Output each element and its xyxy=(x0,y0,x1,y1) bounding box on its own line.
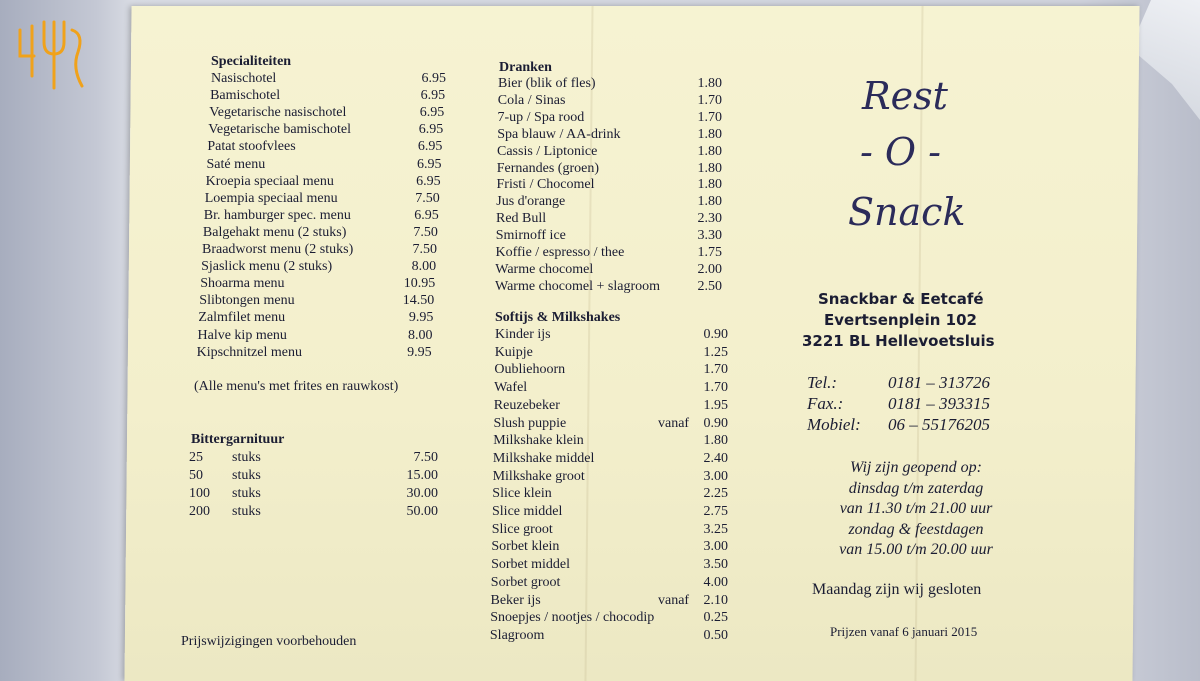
menu-item-price: 8.00 xyxy=(408,327,433,343)
address-line-1: Snackbar & Eetcafé xyxy=(818,290,984,308)
menu-item-name: Kipschnitzel menu xyxy=(196,344,302,360)
menu-item-name: Warme chocomel xyxy=(495,261,594,277)
fold-line xyxy=(584,6,593,681)
menu-item-name: Kinder ijs xyxy=(495,327,551,342)
bitter-qty: 100 xyxy=(189,486,210,501)
menu-item-name: Reuzebeker xyxy=(493,397,560,413)
menu-item-name: Slice middel xyxy=(492,504,563,519)
menu-item-price: 2.00 xyxy=(697,261,722,277)
opening-hours-line: Wij zijn geopend op: xyxy=(850,459,982,476)
contact-label: Fax.: xyxy=(807,394,844,413)
menu-item-name: Spa blauw / AA-drink xyxy=(497,126,621,142)
menu-item-name: Sorbet middel xyxy=(491,557,571,573)
contact-label: Mobiel: xyxy=(807,415,861,434)
menu-item-price: 4.00 xyxy=(703,574,728,590)
menu-item-name: Loempia speciaal menu xyxy=(204,190,338,206)
brand-line-3: Snack xyxy=(848,190,966,234)
menu-item-price: 2.10 xyxy=(703,592,728,608)
menu-item-name: Cassis / Liptonice xyxy=(497,143,598,159)
menu-item-price: 1.70 xyxy=(697,92,722,108)
menu-item-name: Vegetarische nasischotel xyxy=(209,105,347,121)
footer-note: Prijswijzigingen voorbehouden xyxy=(181,634,357,649)
menu-item-name: Zalmfilet menu xyxy=(198,310,286,326)
menu-item-name: Nasischotel xyxy=(211,71,277,86)
menu-item-price: 1.80 xyxy=(697,194,722,210)
menu-item-price: 7.50 xyxy=(413,224,438,240)
menu-item-price: 6.95 xyxy=(418,122,444,138)
menu-item-price: 3.00 xyxy=(703,468,728,484)
menu-item-price: 1.80 xyxy=(703,433,728,449)
menu-item-name: Koffie / espresso / thee xyxy=(495,245,625,260)
fork-logo-icon xyxy=(14,12,90,92)
menu-item-name: Kroepia speciaal menu xyxy=(205,173,334,189)
menu-item-price: 2.50 xyxy=(697,278,722,294)
menu-item-name: Patat stoofvlees xyxy=(207,139,296,155)
menu-item-name: Red Bull xyxy=(496,211,547,227)
menu-item-name: Sorbet groot xyxy=(490,574,561,590)
bitter-unit: stuks xyxy=(232,504,261,519)
price-prefix: vanaf xyxy=(658,592,690,608)
menu-item-name: Kuipje xyxy=(494,344,533,360)
menu-item-price: 6.95 xyxy=(419,105,445,121)
address-line-3: 3221 BL Hellevoetsluis xyxy=(802,332,995,350)
menu-item-name: Slush puppie xyxy=(493,415,567,431)
closed-note: Maandag zijn wij gesloten xyxy=(812,581,982,598)
menu-item-price: 1.80 xyxy=(697,76,722,91)
menu-item-name: 7-up / Spa rood xyxy=(497,109,585,125)
menu-item-name: Fristi / Chocomel xyxy=(496,177,595,193)
menu-item-name: Sjaslick menu (2 stuks) xyxy=(201,259,333,275)
menu-item-price: 0.90 xyxy=(703,327,728,342)
menu-item-name: Sorbet klein xyxy=(491,539,560,555)
menu-item-price: 2.75 xyxy=(703,504,728,519)
menu-item-price: 1.70 xyxy=(703,362,728,378)
section-title-dranken: Dranken xyxy=(499,60,552,75)
menu-item-price: 6.95 xyxy=(421,71,446,86)
opening-hours-line: dinsdag t/m zaterdag xyxy=(848,479,984,497)
menu-item-price: 1.70 xyxy=(697,109,722,125)
bitter-price: 30.00 xyxy=(406,486,438,501)
menu-item-name: Slice klein xyxy=(492,486,552,502)
menu-item-price: 0.90 xyxy=(703,415,728,431)
menu-item-name: Slibtongen menu xyxy=(199,293,295,309)
menu-item-name: Bier (blik of fles) xyxy=(498,76,596,91)
section-title-bittergarnituur: Bittergarnituur xyxy=(191,432,285,447)
bitter-qty: 25 xyxy=(189,450,203,465)
opening-hours-line: van 15.00 t/m 20.00 uur xyxy=(839,541,993,558)
menu-item-price: 1.70 xyxy=(703,380,728,396)
menu-item-price: 6.95 xyxy=(417,139,443,155)
menu-item-price: 3.25 xyxy=(703,521,728,537)
menu-item-price: 7.50 xyxy=(412,242,437,257)
menu-item-price: 8.00 xyxy=(411,259,437,275)
bitter-price: 50.00 xyxy=(406,504,438,519)
menu-item-price: 3.50 xyxy=(703,557,728,573)
contact-value: 06 – 55176205 xyxy=(888,415,990,434)
menu-item-name: Wafel xyxy=(494,380,528,396)
menu-item-name: Snoepjes / nootjes / chocodip xyxy=(490,610,655,626)
section-title-specialiteiten: Specialiteiten xyxy=(211,54,292,69)
address-line-2: Evertsenplein 102 xyxy=(824,311,977,329)
menu-item-name: Br. hamburger spec. menu xyxy=(203,207,351,223)
bitter-qty: 50 xyxy=(189,468,203,483)
bitter-unit: stuks xyxy=(232,468,261,483)
menu-item-price: 1.95 xyxy=(703,397,728,413)
menu-item-price: 1.75 xyxy=(697,245,722,260)
menu-item-price: 2.40 xyxy=(703,450,728,466)
menu-item-price: 10.95 xyxy=(403,276,436,292)
menu-item-price: 6.95 xyxy=(417,156,442,172)
menu-item-name: Braadworst menu (2 stuks) xyxy=(202,242,354,257)
bitter-unit: stuks xyxy=(232,450,261,465)
menu-item-name: Jus d'orange xyxy=(496,194,566,210)
bitter-price: 15.00 xyxy=(406,468,438,483)
opening-hours-line: van 11.30 t/m 21.00 uur xyxy=(839,500,993,517)
menu-item-price: 1.80 xyxy=(697,143,722,159)
menu-item-price: 3.00 xyxy=(703,539,728,555)
menu-item-name: Slagroom xyxy=(489,627,545,643)
opening-hours-line: zondag & feestdagen xyxy=(848,520,984,538)
menu-item-name: Milkshake groot xyxy=(492,468,585,484)
menu-item-price: 7.50 xyxy=(415,190,440,206)
menu-item-name: Cola / Sinas xyxy=(497,92,566,108)
brand-line-2: - O - xyxy=(860,130,941,174)
menu-item-price: 2.30 xyxy=(697,211,722,227)
brand-line-1: Rest xyxy=(862,74,948,118)
menu-item-price: 6.95 xyxy=(414,207,439,223)
menu-item-name: Halve kip menu xyxy=(197,327,287,343)
menu-item-name: Slice groot xyxy=(491,521,553,537)
bitter-price: 7.50 xyxy=(413,450,438,465)
contact-value: 0181 – 393315 xyxy=(888,394,990,413)
menu-item-price: 0.50 xyxy=(703,627,728,643)
menu-item-price: 9.95 xyxy=(407,344,432,360)
menu-item-price: 9.95 xyxy=(408,310,434,326)
menu-item-price: 6.95 xyxy=(420,88,446,104)
menu-item-price: 2.25 xyxy=(703,486,728,502)
contact-label: Tel.: xyxy=(807,373,838,392)
menu-item-name: Vegetarische bamischotel xyxy=(208,122,351,138)
menu-item-name: Bamischotel xyxy=(210,88,281,104)
menu-item-name: Milkshake klein xyxy=(493,433,584,449)
menu-item-name: Shoarma menu xyxy=(200,276,285,292)
menu-item-name: Beker ijs xyxy=(490,592,541,608)
menu-item-name: Saté menu xyxy=(206,156,266,172)
contact-value: 0181 – 313726 xyxy=(888,373,990,392)
price-prefix: vanaf xyxy=(658,415,690,431)
bitter-unit: stuks xyxy=(232,486,261,501)
menu-item-price: 1.80 xyxy=(697,177,722,193)
section-title-softijs: Softijs & Milkshakes xyxy=(495,310,621,325)
menu-item-name: Milkshake middel xyxy=(492,450,595,466)
menu-item-name: Smirnoff ice xyxy=(495,228,566,244)
bitter-qty: 200 xyxy=(189,504,210,519)
background-paper xyxy=(1130,0,1200,120)
menu-item-name: Oubliehoorn xyxy=(494,362,566,378)
prices-from-note: Prijzen vanaf 6 januari 2015 xyxy=(830,624,978,639)
menu-item-price: 1.25 xyxy=(703,344,728,360)
menu-item-price: 3.30 xyxy=(697,228,722,244)
menu-item-name: Fernandes (groen) xyxy=(496,160,599,176)
menu-item-price: 6.95 xyxy=(416,173,441,189)
menu-item-name: Warme chocomel + slagroom xyxy=(495,278,660,294)
menu-item-price: 1.80 xyxy=(697,126,722,142)
menu-item-price: 1.80 xyxy=(697,160,722,176)
menu-note: (Alle menu's met frites en rauwkost) xyxy=(194,379,399,394)
menu-item-price: 0.25 xyxy=(703,610,728,626)
menu-item-price: 14.50 xyxy=(402,293,435,309)
menu-item-name: Balgehakt menu (2 stuks) xyxy=(202,224,347,240)
